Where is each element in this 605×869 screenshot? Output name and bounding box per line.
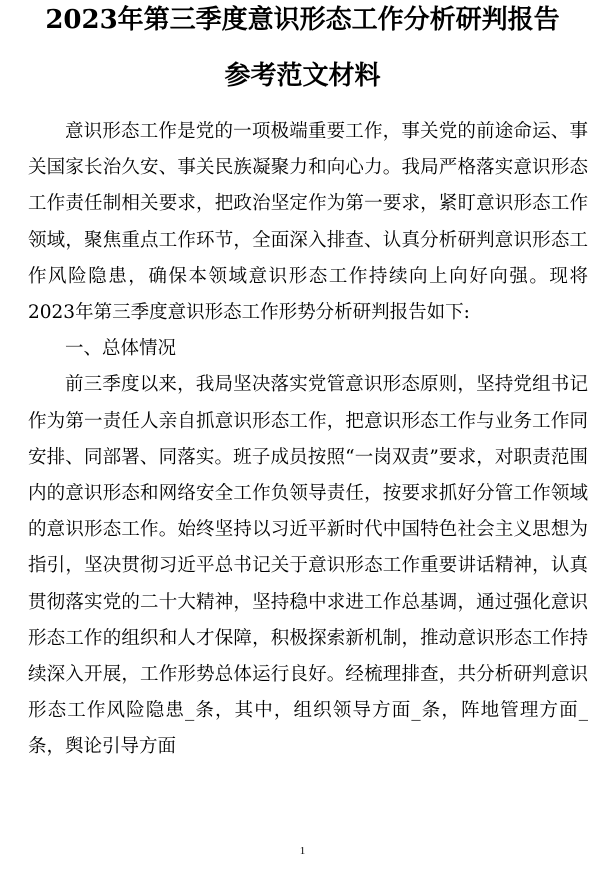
page-number: 1 xyxy=(299,845,306,857)
document-title: 2023年第三季度意识形态工作分析研判报告 xyxy=(45,5,560,35)
document-subtitle: 参考范文材料 xyxy=(224,61,381,91)
section-heading-overall: 一、总体情况 xyxy=(65,338,177,360)
intro-paragraph: 意识形态工作是党的一项极端重要工作，事关党的前途命运、事关国家长治久安、事关民族凝聚力和向心力。我局严格落实意识形态工作责任制相关要求，把政治坚定作为第一要求，紧盯意识形态工作领域，聚焦重点工作环节，全面深入排查、认真分析研判意识形态工作风险隐患，确保本领域意识形态工作持续向上向好向强。现将2023年第三季度意识形态工作形势分析研判报告如下: xyxy=(28,121,588,324)
overall-situation-paragraph: 前三季度以来，我局坚决落实党管意识形态原则，坚持党组书记作为第一责任人亲自抓意识形态工作，把意识形态工作与业务工作同安排、同部署、同落实。班子成员按照“一岗双责”要求，对职责范围内的意识形态和网络安全工作负领导责任，按要求抓好分管工作领域的意识形态工作。始终坚持以习近平新时代中国特色社会主义思想为指引，坚决贯彻习近平总书记关于意识形态工作重要讲话精神，认真贯彻落实党的二十大精神，坚持稳中求进工作总基调，通过强化意识形态工作的组织和人才保障，积极探索新机制，推动意识形态工作持续深入开展，工作形势总体运行良好。经梳理排查，共分析研判意识形态工作风险隐患_条，其中，组织领导方面_条，阵地管理方面_条，舆论引导方面 xyxy=(28,374,588,758)
document-body xyxy=(28,114,588,766)
